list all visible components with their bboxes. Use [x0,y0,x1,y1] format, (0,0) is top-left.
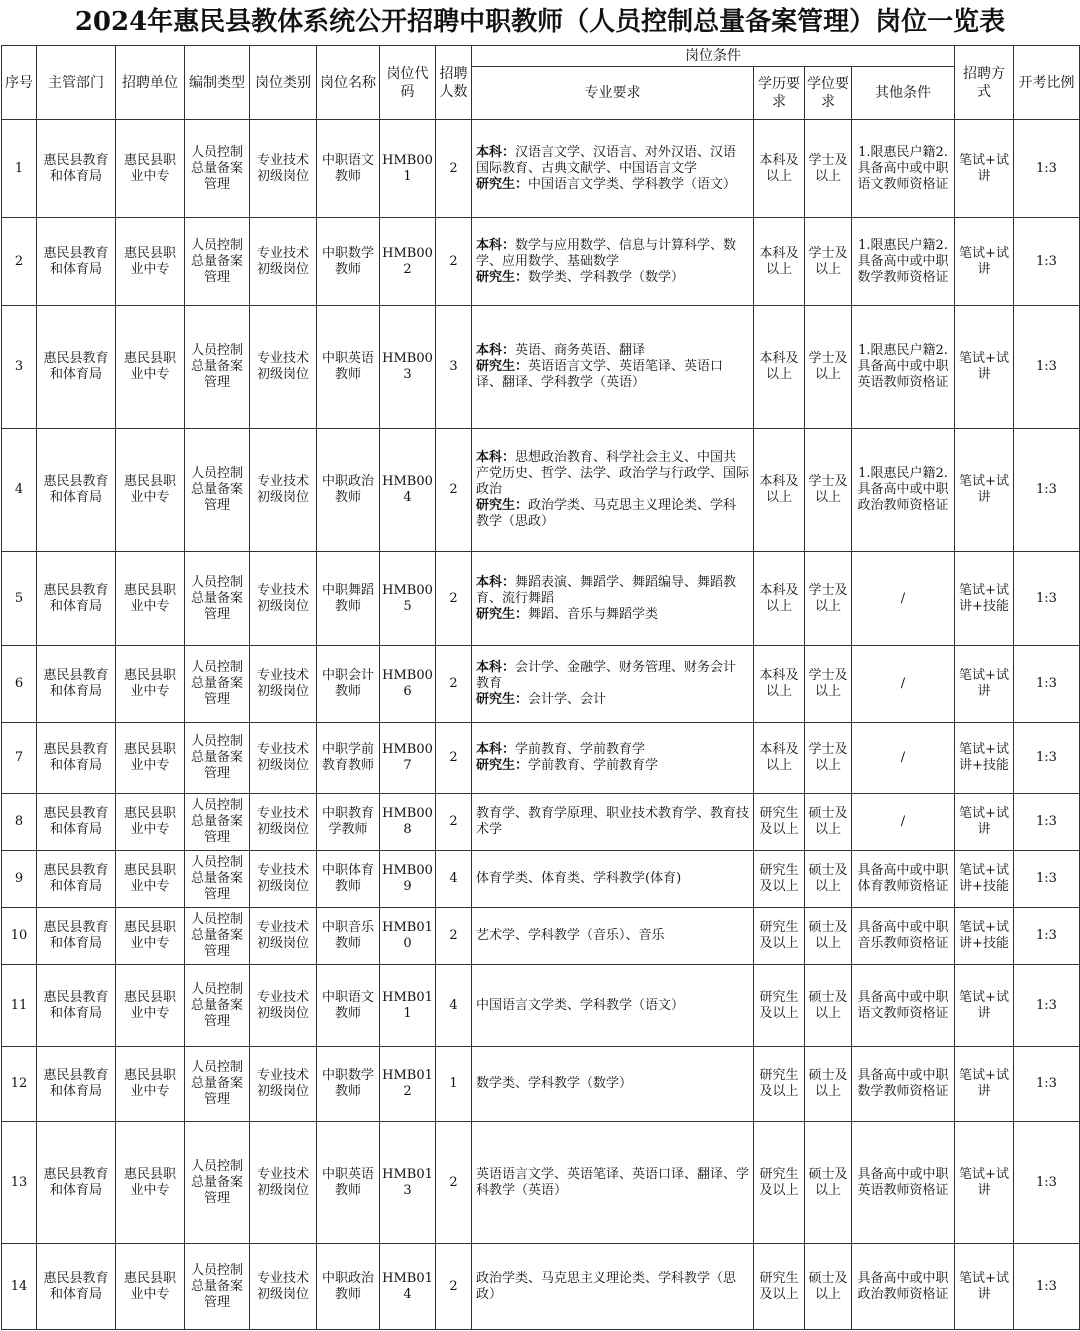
cell-degree: 硕士及以上 [805,1244,852,1330]
cell-other: 具备高中或中职体育教师资格证 [852,851,955,908]
cell-count: 2 [436,1122,472,1244]
cell-seq: 6 [2,646,37,723]
cell-dept: 惠民县教育和体育局 [37,851,116,908]
cell-count: 2 [436,794,472,851]
header-other: 其他条件 [852,67,955,120]
major-undergrad [476,660,749,692]
major-graduate [476,758,749,774]
cell-dept: 惠民县教育和体育局 [37,1047,116,1122]
major-undergrad [476,450,749,498]
cell-seq: 4 [2,429,37,552]
cell-code: HMB008 [380,794,436,851]
header-unit: 招聘单位 [116,46,185,120]
cell-edu: 本科及以上 [754,429,805,552]
cell-staffing: 人员控制总量备案管理 [185,552,250,646]
cell-other: 1.限惠民户籍2.具备高中或中职语文教师资格证 [852,120,955,218]
cell-name: 中职学前教育教师 [317,723,380,794]
cell-ratio: 1:3 [1014,1047,1080,1122]
cell-degree: 学士及以上 [805,306,852,429]
cell-major [472,965,754,1047]
cell-seq: 13 [2,1122,37,1244]
cell-major [472,218,754,306]
cell-edu: 研究生及以上 [754,1122,805,1244]
cell-other: / [852,646,955,723]
header-count: 招聘人数 [436,46,472,120]
cell-count: 2 [436,552,472,646]
cell-staffing: 人员控制总量备案管理 [185,120,250,218]
cell-other: / [852,723,955,794]
cell-degree: 硕士及以上 [805,794,852,851]
graduate-majors: 英语语言文学、英语笔译、英语口译、翻译、学科教学（英语） [476,359,724,390]
cell-other: 具备高中或中职音乐教师资格证 [852,908,955,965]
table-row [2,851,1080,908]
cell-count: 2 [436,646,472,723]
cell-code: HMB006 [380,646,436,723]
cell-unit: 惠民县职业中专 [116,552,185,646]
graduate-label: 研究生： [476,498,529,513]
header-category: 岗位类别 [250,46,317,120]
cell-unit: 惠民县职业中专 [116,218,185,306]
positions-table [1,45,1080,1330]
cell-dept: 惠民县教育和体育局 [37,794,116,851]
cell-degree: 学士及以上 [805,723,852,794]
cell-seq: 14 [2,1244,37,1330]
header-staffing: 编制类型 [185,46,250,120]
cell-staffing: 人员控制总量备案管理 [185,218,250,306]
table-row [2,794,1080,851]
header-code: 岗位代码 [380,46,436,120]
table-row [2,429,1080,552]
header-degree: 学位要求 [805,67,852,120]
cell-dept: 惠民县教育和体育局 [37,646,116,723]
cell-name: 中职舞蹈教师 [317,552,380,646]
cell-unit: 惠民县职业中专 [116,120,185,218]
cell-method: 笔试+试讲 [955,646,1014,723]
cell-method: 笔试+试讲 [955,120,1014,218]
cell-degree: 硕士及以上 [805,1122,852,1244]
cell-other: / [852,794,955,851]
cell-unit: 惠民县职业中专 [116,908,185,965]
major-text: 中国语言文学类、学科教学（语文） [476,997,685,1013]
cell-ratio: 1:3 [1014,552,1080,646]
major-graduate [476,692,749,708]
cell-dept: 惠民县教育和体育局 [37,120,116,218]
table-row [2,965,1080,1047]
cell-ratio: 1:3 [1014,646,1080,723]
cell-category: 专业技术初级岗位 [250,1122,317,1244]
cell-dept: 惠民县教育和体育局 [37,218,116,306]
cell-name: 中职语文教师 [317,120,380,218]
cell-major [472,306,754,429]
cell-staffing: 人员控制总量备案管理 [185,1122,250,1244]
table-row [2,306,1080,429]
cell-other: 1.限惠民户籍2.具备高中或中职政治教师资格证 [852,429,955,552]
cell-code: HMB001 [380,120,436,218]
cell-major [472,1244,754,1330]
cell-method: 笔试+试讲 [955,965,1014,1047]
cell-method: 笔试+试讲 [955,1244,1014,1330]
cell-seq: 7 [2,723,37,794]
cell-name: 中职数学教师 [317,1047,380,1122]
cell-ratio: 1:3 [1014,120,1080,218]
cell-seq: 11 [2,965,37,1047]
cell-count: 2 [436,723,472,794]
cell-major [472,794,754,851]
cell-seq: 12 [2,1047,37,1122]
cell-method: 笔试+试讲 [955,1122,1014,1244]
major-undergrad [476,145,749,177]
cell-staffing: 人员控制总量备案管理 [185,1047,250,1122]
cell-code: HMB013 [380,1122,436,1244]
cell-unit: 惠民县职业中专 [116,1244,185,1330]
major-text: 教育学、教育学原理、职业技术教育学、教育技术学 [476,806,750,837]
header-dept: 主管部门 [37,46,116,120]
cell-unit: 惠民县职业中专 [116,965,185,1047]
header-major: 专业要求 [472,67,754,120]
undergrad-majors: 舞蹈表演、舞蹈学、舞蹈编导、舞蹈教育、流行舞蹈 [476,574,737,606]
cell-name: 中职教育学教师 [317,794,380,851]
cell-other: 具备高中或中职政治教师资格证 [852,1244,955,1330]
cell-code: HMB003 [380,306,436,429]
header-edu: 学历要求 [754,67,805,120]
cell-ratio: 1:3 [1014,306,1080,429]
cell-major [472,723,754,794]
cell-ratio: 1:3 [1014,908,1080,965]
cell-method: 笔试+试讲 [955,306,1014,429]
graduate-majors: 会计学、会计 [528,692,607,707]
cell-method: 笔试+试讲+技能 [955,851,1014,908]
table-row [2,908,1080,965]
undergrad-label: 本科： [476,343,516,358]
cell-ratio: 1:3 [1014,851,1080,908]
cell-count: 2 [436,120,472,218]
cell-seq: 5 [2,552,37,646]
cell-name: 中职体育教师 [317,851,380,908]
cell-code: HMB009 [380,851,436,908]
cell-name: 中职会计教师 [317,646,380,723]
cell-edu: 研究生及以上 [754,794,805,851]
cell-code: HMB005 [380,552,436,646]
page-title: 2024年惠民县教体系统公开招聘中职教师（人员控制总量备案管理）岗位一览表 [74,7,1006,37]
major-text: 政治学类、马克思主义理论类、学科教学（思政） [476,1270,737,1302]
graduate-label: 研究生： [476,269,529,285]
header-ratio: 开考比例 [1014,46,1080,120]
cell-code: HMB010 [380,908,436,965]
graduate-label: 研究生： [476,606,529,622]
cell-unit: 惠民县职业中专 [116,1122,185,1244]
cell-dept: 惠民县教育和体育局 [37,1244,116,1330]
cell-unit: 惠民县职业中专 [116,1047,185,1122]
cell-seq: 9 [2,851,37,908]
undergrad-majors: 英语、商务英语、翻译 [515,343,646,358]
header-name: 岗位名称 [317,46,380,120]
cell-edu: 研究生及以上 [754,908,805,965]
table-row [2,1244,1080,1330]
cell-category: 专业技术初级岗位 [250,552,317,646]
table-row [2,218,1080,306]
undergrad-label: 本科： [476,237,516,253]
cell-dept: 惠民县教育和体育局 [37,552,116,646]
major-undergrad [476,343,749,359]
cell-seq: 10 [2,908,37,965]
cell-seq: 1 [2,120,37,218]
major-text: 数学类、学科教学（数学） [476,1076,633,1091]
cell-method: 笔试+试讲 [955,218,1014,306]
cell-category: 专业技术初级岗位 [250,646,317,723]
cell-code: HMB012 [380,1047,436,1122]
cell-staffing: 人员控制总量备案管理 [185,429,250,552]
cell-staffing: 人员控制总量备案管理 [185,1244,250,1330]
major-text: 艺术学、学科教学（音乐）、音乐 [476,928,665,943]
cell-degree: 硕士及以上 [805,851,852,908]
major-text: 体育学类、体育类、学科教学(体育) [476,871,682,886]
major-undergrad [476,742,749,758]
cell-edu: 本科及以上 [754,552,805,646]
cell-degree: 学士及以上 [805,646,852,723]
cell-major [472,429,754,552]
cell-count: 2 [436,1244,472,1330]
cell-name: 中职英语教师 [317,1122,380,1244]
cell-category: 专业技术初级岗位 [250,723,317,794]
cell-degree: 学士及以上 [805,218,852,306]
cell-category: 专业技术初级岗位 [250,306,317,429]
cell-name: 中职英语教师 [317,306,380,429]
cell-ratio: 1:3 [1014,429,1080,552]
cell-ratio: 1:3 [1014,1244,1080,1330]
cell-degree: 学士及以上 [805,120,852,218]
cell-major [472,646,754,723]
cell-edu: 本科及以上 [754,218,805,306]
cell-major [472,908,754,965]
table-row [2,120,1080,218]
cell-staffing: 人员控制总量备案管理 [185,723,250,794]
graduate-label: 研究生： [476,758,529,773]
major-graduate [476,498,749,530]
cell-name: 中职政治教师 [317,429,380,552]
undergrad-label: 本科： [476,144,516,160]
undergrad-majors: 数学与应用数学、信息与计算科学、数学、应用数学、基础数学 [476,237,737,269]
cell-count: 2 [436,218,472,306]
cell-other: 具备高中或中职语文教师资格证 [852,965,955,1047]
header-method: 招聘方式 [955,46,1014,120]
cell-method: 笔试+试讲+技能 [955,908,1014,965]
cell-count: 4 [436,851,472,908]
graduate-majors: 政治学类、马克思主义理论类、学科教学（思政） [476,498,737,529]
cell-unit: 惠民县职业中专 [116,851,185,908]
cell-category: 专业技术初级岗位 [250,1047,317,1122]
cell-edu: 研究生及以上 [754,1244,805,1330]
cell-name: 中职数学教师 [317,218,380,306]
cell-degree: 学士及以上 [805,429,852,552]
cell-dept: 惠民县教育和体育局 [37,429,116,552]
cell-category: 专业技术初级岗位 [250,965,317,1047]
cell-seq: 3 [2,306,37,429]
cell-ratio: 1:3 [1014,965,1080,1047]
undergrad-label: 本科： [476,574,516,590]
cell-code: HMB007 [380,723,436,794]
cell-degree: 学士及以上 [805,552,852,646]
table-row [2,1122,1080,1244]
cell-category: 专业技术初级岗位 [250,429,317,552]
table-row [2,646,1080,723]
table-row [2,552,1080,646]
cell-dept: 惠民县教育和体育局 [37,908,116,965]
cell-code: HMB004 [380,429,436,552]
undergrad-majors: 思想政治教育、科学社会主义、中国共产党历史、哲学、法学、政治学与行政学、国际政治 [476,450,750,497]
cell-edu: 本科及以上 [754,723,805,794]
undergrad-label: 本科： [476,450,516,465]
cell-category: 专业技术初级岗位 [250,851,317,908]
cell-count: 2 [436,429,472,552]
cell-count: 2 [436,908,472,965]
cell-degree: 硕士及以上 [805,1047,852,1122]
cell-staffing: 人员控制总量备案管理 [185,908,250,965]
major-undergrad [476,238,749,270]
cell-degree: 硕士及以上 [805,965,852,1047]
cell-category: 专业技术初级岗位 [250,908,317,965]
cell-staffing: 人员控制总量备案管理 [185,646,250,723]
cell-staffing: 人员控制总量备案管理 [185,306,250,429]
cell-major [472,1122,754,1244]
cell-category: 专业技术初级岗位 [250,1244,317,1330]
table-row [2,1047,1080,1122]
undergrad-majors: 会计学、金融学、财务管理、财务会计教育 [476,660,737,691]
cell-dept: 惠民县教育和体育局 [37,723,116,794]
graduate-label: 研究生： [476,692,529,707]
major-graduate [476,359,749,391]
cell-ratio: 1:3 [1014,218,1080,306]
cell-other: 具备高中或中职数学教师资格证 [852,1047,955,1122]
cell-count: 3 [436,306,472,429]
major-text: 英语语言文学、英语笔译、英语口译、翻译、学科教学（英语） [476,1166,750,1198]
cell-other: / [852,552,955,646]
cell-count: 1 [436,1047,472,1122]
cell-major [472,1047,754,1122]
graduate-majors: 中国语言文学类、学科教学（语文） [528,176,737,192]
cell-edu: 研究生及以上 [754,1047,805,1122]
cell-unit: 惠民县职业中专 [116,646,185,723]
cell-ratio: 1:3 [1014,1122,1080,1244]
cell-major [472,120,754,218]
cell-seq: 8 [2,794,37,851]
cell-name: 中职语文教师 [317,965,380,1047]
cell-category: 专业技术初级岗位 [250,794,317,851]
header-conditions: 岗位条件 [472,46,955,67]
cell-count: 4 [436,965,472,1047]
graduate-label: 研究生： [476,359,529,374]
cell-method: 笔试+试讲 [955,794,1014,851]
graduate-majors: 舞蹈、音乐与舞蹈学类 [528,606,659,622]
major-graduate [476,177,749,193]
cell-name: 中职政治教师 [317,1244,380,1330]
cell-dept: 惠民县教育和体育局 [37,306,116,429]
cell-other: 具备高中或中职英语教师资格证 [852,1122,955,1244]
cell-edu: 本科及以上 [754,120,805,218]
cell-unit: 惠民县职业中专 [116,794,185,851]
cell-unit: 惠民县职业中专 [116,723,185,794]
cell-method: 笔试+试讲 [955,429,1014,552]
cell-major [472,851,754,908]
cell-code: HMB011 [380,965,436,1047]
cell-method: 笔试+试讲 [955,1047,1014,1122]
cell-dept: 惠民县教育和体育局 [37,965,116,1047]
major-graduate [476,270,749,286]
table-row [2,723,1080,794]
cell-category: 专业技术初级岗位 [250,120,317,218]
cell-unit: 惠民县职业中专 [116,306,185,429]
cell-code: HMB002 [380,218,436,306]
cell-other: 1.限惠民户籍2.具备高中或中职英语教师资格证 [852,306,955,429]
cell-unit: 惠民县职业中专 [116,429,185,552]
cell-dept: 惠民县教育和体育局 [37,1122,116,1244]
cell-edu: 本科及以上 [754,306,805,429]
cell-degree: 硕士及以上 [805,908,852,965]
cell-category: 专业技术初级岗位 [250,218,317,306]
cell-staffing: 人员控制总量备案管理 [185,851,250,908]
major-graduate [476,607,749,623]
header-seq: 序号 [2,46,37,120]
cell-code: HMB014 [380,1244,436,1330]
undergrad-label: 本科： [476,660,516,675]
cell-seq: 2 [2,218,37,306]
cell-staffing: 人员控制总量备案管理 [185,965,250,1047]
graduate-majors: 学前教育、学前教育学 [528,758,659,773]
cell-edu: 本科及以上 [754,646,805,723]
cell-name: 中职音乐教师 [317,908,380,965]
undergrad-label: 本科： [476,742,516,757]
undergrad-majors: 汉语言文学、汉语言、对外汉语、汉语国际教育、古典文献学、中国语言文学 [476,144,737,176]
undergrad-majors: 学前教育、学前教育学 [515,742,646,757]
major-undergrad [476,575,749,607]
cell-other: 1.限惠民户籍2.具备高中或中职数学教师资格证 [852,218,955,306]
cell-edu: 研究生及以上 [754,965,805,1047]
graduate-label: 研究生： [476,176,529,192]
cell-ratio: 1:3 [1014,794,1080,851]
cell-major [472,552,754,646]
cell-edu: 研究生及以上 [754,851,805,908]
cell-method: 笔试+试讲+技能 [955,552,1014,646]
graduate-majors: 数学类、学科教学（数学） [528,269,685,285]
cell-method: 笔试+试讲+技能 [955,723,1014,794]
cell-ratio: 1:3 [1014,723,1080,794]
cell-staffing: 人员控制总量备案管理 [185,794,250,851]
